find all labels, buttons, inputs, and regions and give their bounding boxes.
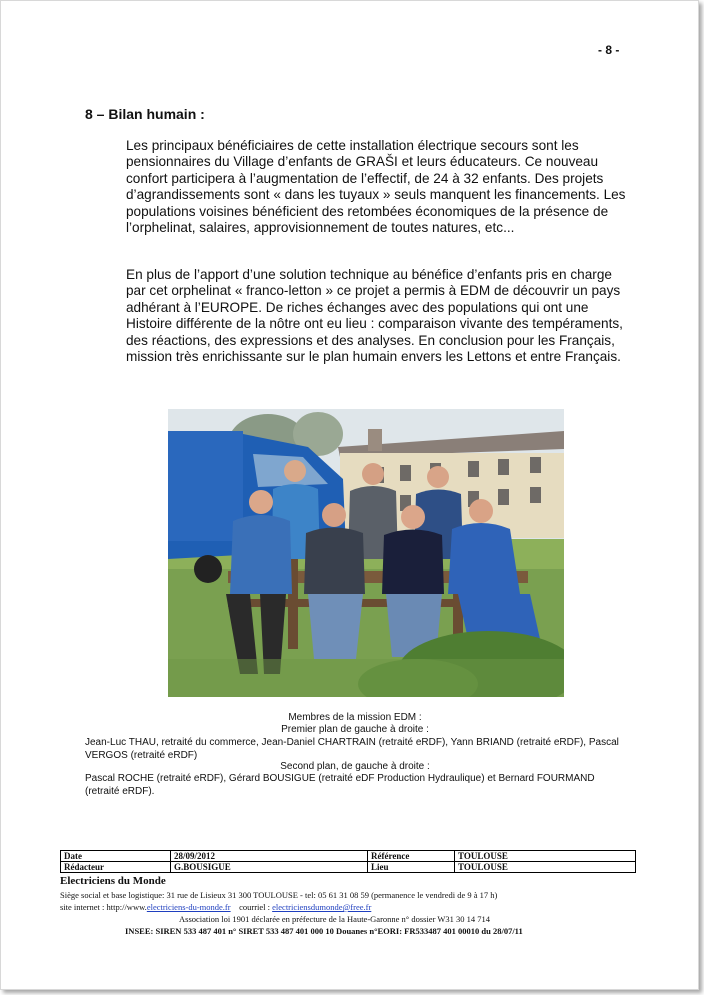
paragraph-exchange: En plus de l’apport d’une solution technique au bénéfice d’enfants pris en charge par cet orphelinat « franco-letton » ce projet a permis à EDM de découvrir un pays adhérant à l’EUROPE. De riches échanges avec des populations qui ont une Histoire différente de la nôtre ont eu lieu : comparaison vivante des tempéraments, des réactions, des expressions et des analyses. En conclusion pour les Français, mission très enrichissante sur le plan humain envers les Lettons et entre Français. bbox=[126, 267, 623, 365]
date-label: Date bbox=[61, 851, 171, 862]
document-meta-table bbox=[60, 850, 636, 873]
footer-contact-line bbox=[60, 902, 371, 912]
footer-org-name: Electriciens du Monde bbox=[60, 875, 166, 887]
caption-title: Membres de la mission EDM : bbox=[288, 712, 422, 723]
date-value: 28/09/2012 bbox=[171, 851, 368, 862]
footer-address-line bbox=[60, 890, 497, 900]
footer-mail-label: courriel : bbox=[239, 902, 271, 912]
page-number: - 8 - bbox=[598, 43, 620, 57]
footer-phone: - tel: 05 61 31 08 59 (permanence le vendredi de 9 à 17 h) bbox=[300, 890, 498, 900]
group-photo bbox=[168, 409, 564, 697]
section-heading: 8 – Bilan humain : bbox=[85, 106, 205, 122]
caption-second-plan-label: Second plan, de gauche à droite : bbox=[280, 761, 430, 772]
email-link[interactable]: electriciensdumonde@free.fr bbox=[272, 902, 372, 912]
footer-association: Association loi 1901 déclarée en préfecture de la Haute-Garonne n° dossier W31 30 14 714 bbox=[179, 914, 491, 924]
caption-first-plan-names: Jean-Luc THAU, retraité du commerce, Jean-Daniel CHARTRAIN (retraité eRDF), Yann BRIAND (retraité eRDF), Pascal VERGOS (retraité eRDF) bbox=[85, 737, 619, 761]
group-photo-illustration bbox=[168, 409, 564, 697]
footer-insee: INSEE: SIREN 533 487 401 n° SIRET 533 487 401 000 10 Douanes n°EORI: FR533487 401 00010 du 28/07/11 bbox=[125, 926, 523, 936]
paragraph-beneficiaries: Les principaux bénéficiaires de cette installation électrique secours sont les pensionnaires du Village d’enfants de GRAŠI et leurs éducateurs. Ce nouveau confort participera à l’augmentation de l’effectif, de 24 à 32 enfants. Des projets d’agrandissements sont « dans les tuyaux » seuls manquent les financements. Les populations voisines bénéficient des retombées économiques de la présence de l’orphelinat, salaires, approvisionnement de toutes natures, etc... bbox=[126, 138, 626, 236]
website-link[interactable]: electriciens-du-monde.fr bbox=[146, 902, 231, 912]
caption-first-plan-label: Premier plan de gauche à droite : bbox=[281, 724, 429, 735]
footer-site-label: site internet : http://www. bbox=[60, 902, 147, 912]
footer-address: Siège social et base logistique: 31 rue de Lisieux 31 300 TOULOUSE bbox=[60, 890, 298, 900]
author-value: G.BOUSIGUE bbox=[171, 862, 368, 873]
caption-second-plan-names: Pascal ROCHE (retraité eRDF), Gérard BOUSIGUE (retraité eDF Production Hydraulique) et Bernard FOURMAND (retraité eRDF). bbox=[85, 773, 595, 797]
place-value: TOULOUSE bbox=[455, 862, 636, 873]
meta-row-author bbox=[61, 862, 636, 873]
author-label: Rédacteur bbox=[61, 862, 171, 873]
reference-label: Référence bbox=[368, 851, 455, 862]
reference-value: TOULOUSE bbox=[455, 851, 636, 862]
meta-row-date bbox=[61, 851, 636, 862]
place-label: Lieu bbox=[368, 862, 455, 873]
